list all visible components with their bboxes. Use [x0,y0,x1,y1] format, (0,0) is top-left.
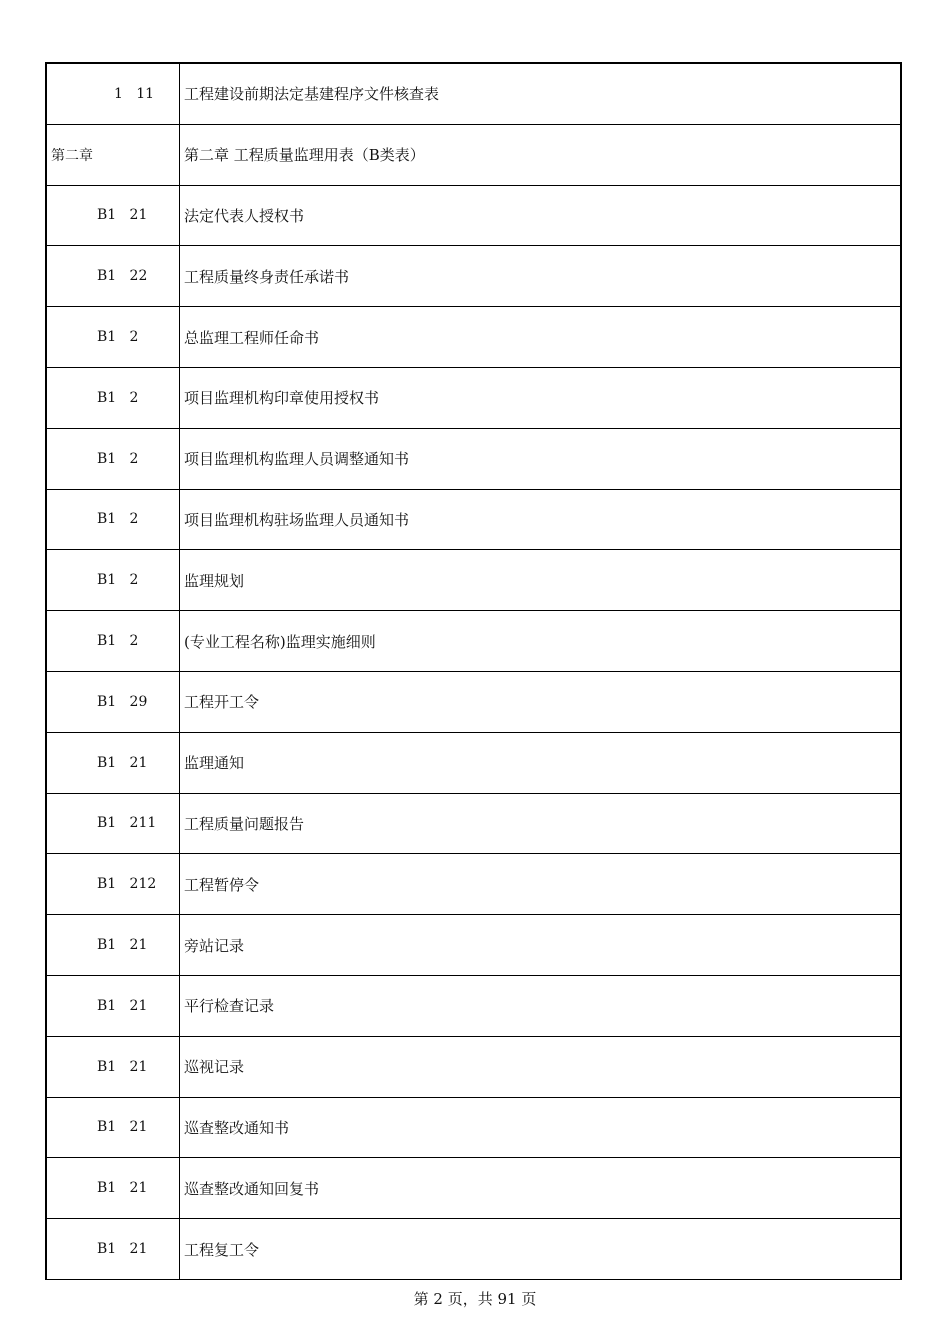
row-code: B1 21 [47,1098,180,1158]
table-row [47,1098,900,1159]
table-row [47,611,900,672]
page-number-footer: 第 2 页，共 91 页 [413,1290,537,1308]
table-row [47,672,900,733]
row-code: B1 29 [47,672,180,732]
row-code: B1 22 [47,246,180,306]
row-title: 巡查整改通知书 [184,1118,290,1137]
row-code: B1 21 [47,1037,180,1097]
row-title: 工程质量问题报告 [184,814,305,833]
row-code: 1 11 [47,64,180,124]
row-title: 工程复工令 [184,1240,260,1259]
table-row [47,733,900,794]
table-row [47,368,900,429]
row-title: 工程质量终身责任承诺书 [184,267,350,286]
row-code: B1 2 [47,307,180,367]
row-title: (专业工程名称)监理实施细则 [184,632,376,651]
row-title: 项目监理机构印章使用授权书 [184,389,380,408]
row-code: 第二章 [47,125,180,185]
table-row [47,976,900,1037]
table-row [47,186,900,247]
table-row [47,1219,900,1280]
table-row [47,490,900,551]
row-code: B1 2 [47,429,180,489]
row-code: B1 21 [47,976,180,1036]
row-title: 项目监理机构监理人员调整通知书 [184,450,410,469]
row-code: B1 21 [47,733,180,793]
table-row [47,1158,900,1219]
table-row [47,64,900,125]
row-code: B1 21 [47,1219,180,1279]
row-title: 工程建设前期法定基建程序文件核查表 [184,85,440,104]
row-title: 工程暂停令 [184,875,260,894]
table-row [47,915,900,976]
row-code: B1 211 [47,794,180,854]
row-title: 旁站记录 [184,936,245,955]
table-row [47,429,900,490]
row-code: B1 2 [47,611,180,671]
row-title: 总监理工程师任命书 [184,328,320,347]
row-title: 平行检查记录 [184,997,275,1016]
table-row [47,1037,900,1098]
row-title: 法定代表人授权书 [184,206,305,225]
row-title: 项目监理机构驻场监理人员通知书 [184,510,410,529]
row-title: 第二章 工程质量监理用表（B类表） [184,146,425,165]
row-title: 巡视记录 [184,1058,245,1077]
table-row [47,794,900,855]
row-title: 巡查整改通知回复书 [184,1179,320,1198]
row-code: B1 212 [47,854,180,914]
row-code: B1 2 [47,490,180,550]
row-code: B1 21 [47,915,180,975]
row-code: B1 21 [47,186,180,246]
table-row [47,246,900,307]
row-title: 工程开工令 [184,693,260,712]
table-row [47,307,900,368]
row-title: 监理通知 [184,754,245,773]
row-code: B1 2 [47,550,180,610]
row-code: B1 2 [47,368,180,428]
row-title: 监理规划 [184,571,245,590]
row-code: B1 21 [47,1158,180,1218]
document-index-table [45,62,902,1280]
table-row-chapter [47,125,900,186]
table-row [47,854,900,915]
table-row [47,550,900,611]
